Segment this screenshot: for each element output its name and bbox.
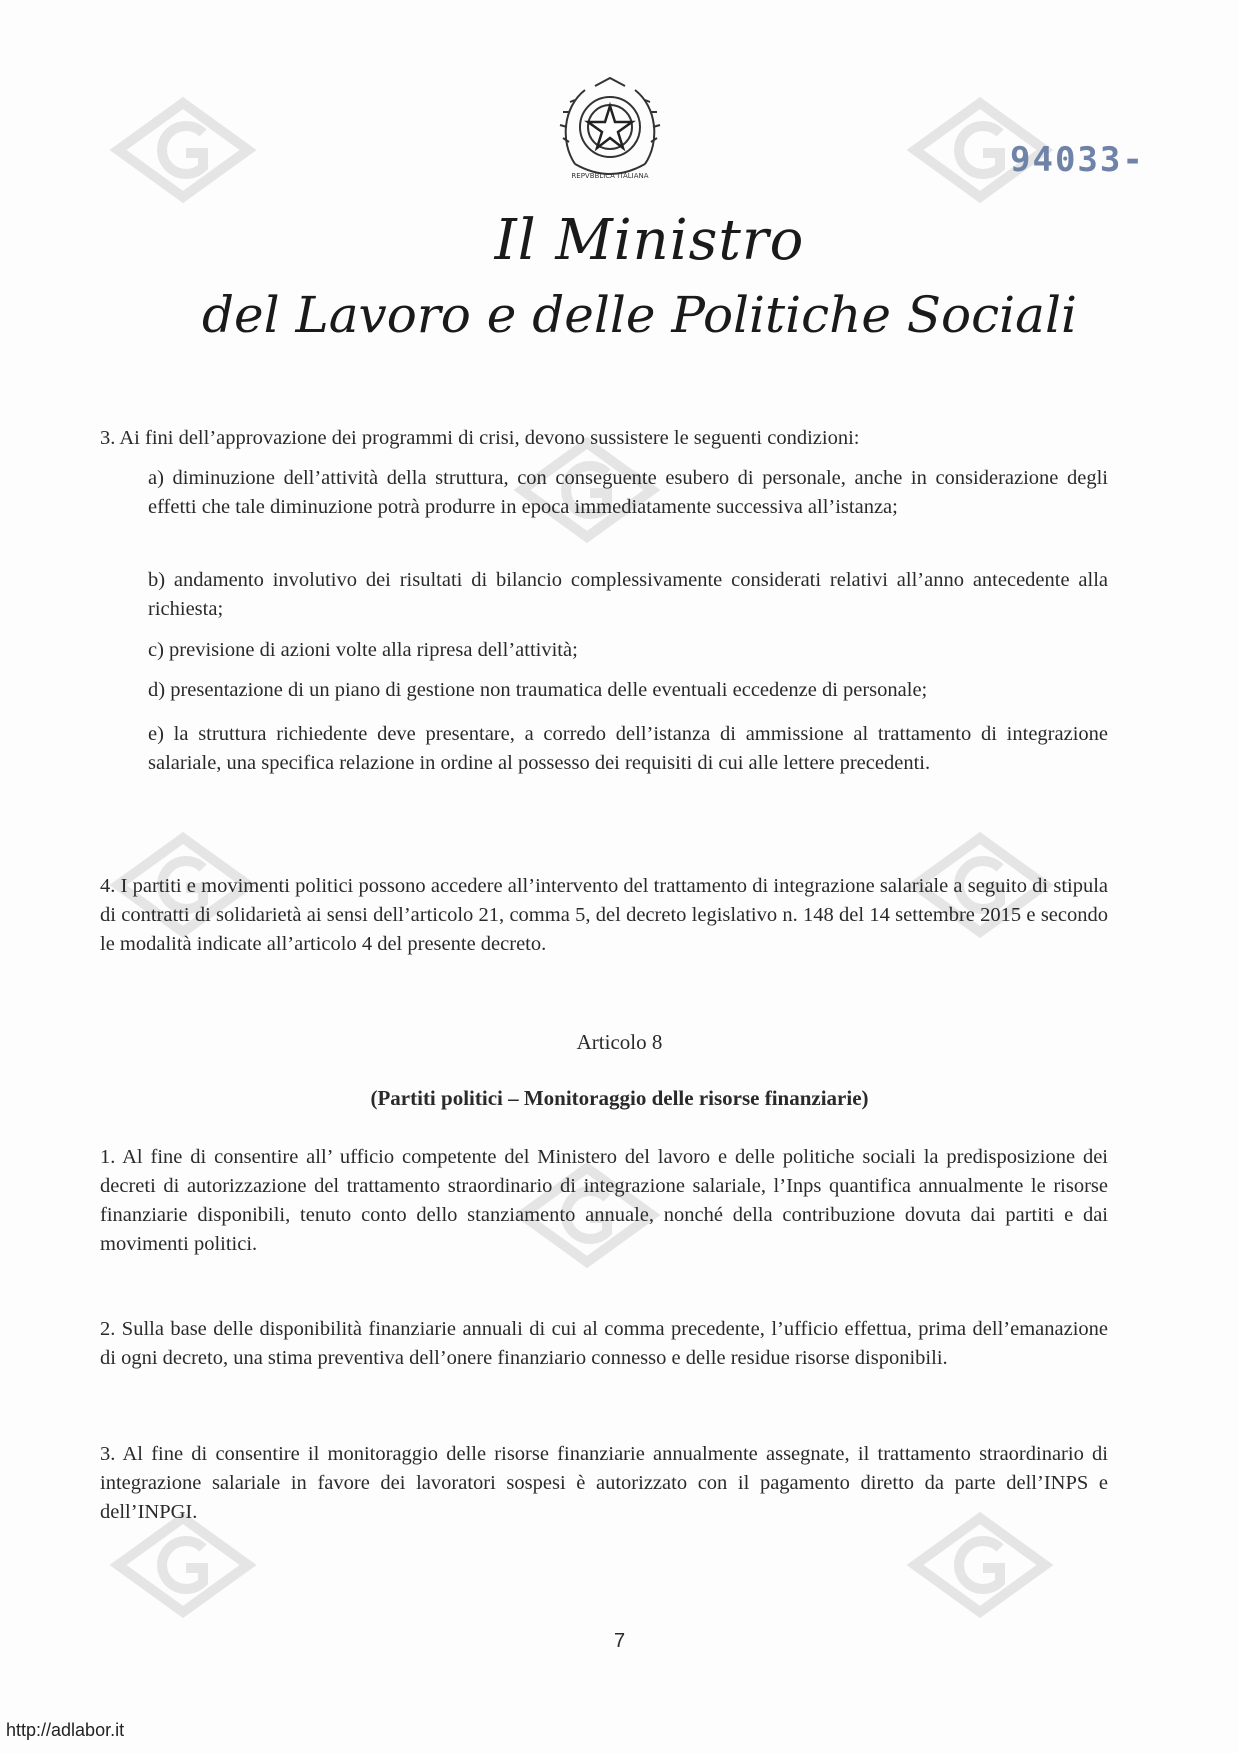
- paragraph-4: 4. I partiti e movimenti politici possono accedere all’intervento del trattamento di integrazione salariale a seguito di stipula di contratti di solidarietà ai sensi dell’articolo 21, comma 5, del decreto legislativo n. 148 del 14 settembre 2015 e secondo le modalità indicate all’articolo 4 del presente decreto.: [100, 875, 1108, 955]
- source-url[interactable]: http://adlabor.it: [6, 1720, 125, 1740]
- emblem-ribbon-text: REPVBBLICA ITALIANA: [571, 172, 649, 180]
- article-8-paragraph-2: 2. Sulla base delle disponibilità finanziarie annuali di cui al comma precedente, l’ufficio effettua, prima dell’emanazione di ogni decreto, una stima preventiva dell’onere finanziario connesso e delle residue risorse disponibili.: [100, 1318, 1108, 1369]
- paragraph-3-intro: 3. Ai fini dell’approvazione dei programmi di crisi, devono sussistere le seguenti condizioni:: [100, 427, 860, 449]
- italian-republic-emblem-icon: [555, 72, 665, 192]
- condition-c: c) previsione di azioni volte alla ripresa dell’attività;: [148, 639, 578, 661]
- condition-d: d) presentazione di un piano di gestione non traumatica delle eventuali eccedenze di personale;: [148, 679, 928, 701]
- article-8-paragraph-1: 1. Al fine di consentire all’ ufficio competente del Ministero del lavoro e delle politiche sociali la predisposizione dei decreti di autorizzazione del trattamento straordinario di integrazione salariale, l’Inps quantifica annualmente le risorse finanziarie disponibili, tenuto conto dello stanziamento annuale, nonché della contribuzione dovuta dai partiti e dai movimenti politici.: [100, 1146, 1108, 1255]
- article-8-paragraph-3: 3. Al fine di consentire il monitoraggio delle risorse finanziarie annualmente assegnate, il trattamento straordinario di integrazione salariale in favore dei lavoratori sospesi è autorizzato con il pagamento diretto da parte dell’INPS e dell’INPGI.: [100, 1443, 1108, 1523]
- article-8-subheading: (Partiti politici – Monitoraggio delle risorse finanziarie): [370, 1086, 869, 1110]
- condition-b: b) andamento involutivo dei risultati di bilancio complessivamente considerati relativi all’anno antecedente alla richiesta;: [148, 569, 1108, 620]
- header-title-line1: Il Ministro: [494, 208, 805, 273]
- condition-a: a) diminuzione dell’attività della struttura, con conseguente esubero di personale, anche in considerazione degli effetti che tale diminuzione potrà produrre in epoca immediatamente successiva all’istanza;: [148, 467, 1108, 518]
- page-number: 7: [613, 1630, 626, 1652]
- condition-e: e) la struttura richiedente deve presentare, a corredo dell’istanza di ammissione al trattamento di integrazione salariale, una specifica relazione in ordine al possesso dei requisiti di cui alle lettere precedenti.: [148, 723, 1108, 774]
- header-title-line2: del Lavoro e delle Politiche Sociali: [202, 286, 1077, 344]
- protocol-number-stamp: 94033-: [1010, 140, 1145, 180]
- article-8-heading: Articolo 8: [576, 1030, 663, 1054]
- watermark-icon: [108, 95, 258, 205]
